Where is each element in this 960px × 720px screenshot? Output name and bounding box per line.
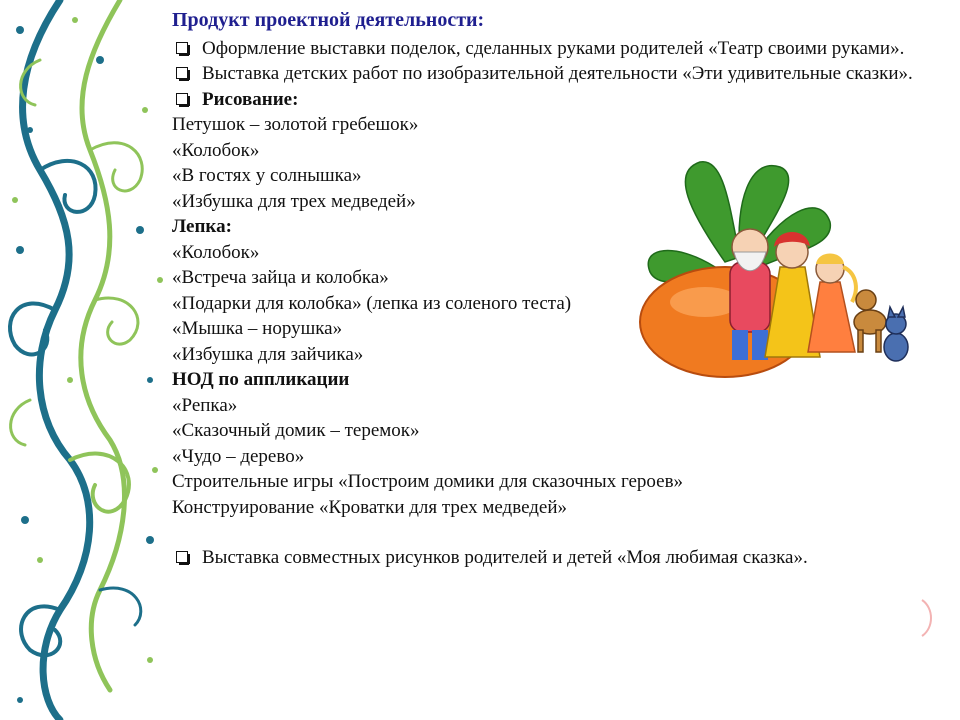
- list-item: [172, 36, 936, 62]
- list-item: «Колобок»: [172, 241, 260, 263]
- list-item: «Избушка для трех медведей»: [172, 190, 416, 212]
- list-item: «Колобок»: [172, 139, 260, 161]
- list-item: [172, 87, 936, 113]
- list-item: Петушок – золотой гребешок»: [172, 114, 419, 135]
- drawing-heading: Рисование:: [202, 88, 299, 110]
- checkbox-bullet-icon: [172, 545, 202, 570]
- decorative-swirl-border: [0, 0, 175, 720]
- list-item: «Встреча зайца и колобка»: [172, 267, 389, 288]
- modeling-heading: Лепка:: [172, 216, 232, 237]
- list-item: «В гостях у солнышка»: [172, 165, 362, 186]
- bullet-text: Выставка детских работ по изобразительной деятельности «Эти удивительные сказки».: [202, 63, 913, 84]
- list-item: «Подарки для колобка» (лепка из соленого теста): [172, 292, 572, 314]
- list-item: «Чудо – дерево»: [172, 445, 305, 467]
- list-item: «Избушка для зайчика»: [172, 343, 364, 365]
- applique-heading: НОД по аппликации: [172, 369, 350, 390]
- bullet-text: Оформление выставки поделок, сделанных руками родителей «Театр своими руками».: [202, 37, 905, 59]
- list-item: «Сказочный домик – теремок»: [172, 420, 420, 441]
- checkbox-bullet-icon: [172, 61, 202, 86]
- turnip-tale-illustration: [630, 152, 910, 384]
- list-item: [172, 61, 936, 87]
- list-item: «Мышка – норушка»: [172, 318, 343, 339]
- checkbox-bullet-icon: [172, 87, 202, 112]
- page-title: Продукт проектной деятельности:: [172, 9, 485, 31]
- list-item: Строительные игры «Построим домики для сказочных героев»: [172, 471, 684, 492]
- list-item: Конструирование «Кроватки для трех медведей»: [172, 496, 568, 518]
- checkbox-bullet-icon: [172, 36, 202, 61]
- list-item: [172, 545, 936, 571]
- bullet-text: Выставка совместных рисунков родителей и детей «Моя любимая сказка».: [202, 547, 808, 568]
- decorative-edge-mark: [918, 598, 938, 638]
- list-item: «Репка»: [172, 394, 238, 416]
